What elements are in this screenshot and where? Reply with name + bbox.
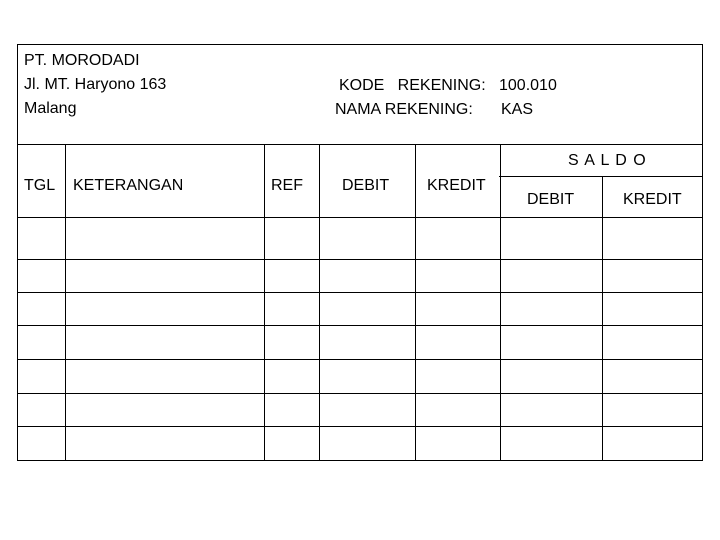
table-row — [18, 427, 702, 460]
header-divider — [18, 144, 702, 145]
table-row — [18, 218, 702, 259]
company-address: Jl. MT. Haryono 163 — [24, 76, 167, 93]
table-row — [18, 360, 702, 393]
ledger-form — [17, 44, 703, 461]
header-saldo: S A L D O — [568, 152, 647, 169]
account-name-value: KAS — [501, 101, 534, 118]
table-row — [18, 394, 702, 426]
table-row — [18, 326, 702, 359]
account-code-label: KODE REKENING: — [339, 77, 486, 94]
header-saldo-debit: DEBIT — [527, 191, 575, 208]
header-saldo-kredit: KREDIT — [623, 191, 682, 208]
header-tgl: TGL — [24, 177, 56, 194]
header-keterangan: KETERANGAN — [73, 177, 184, 194]
table-row — [18, 260, 702, 292]
header-ref: REF — [271, 177, 303, 194]
account-name-label: NAMA REKENING: — [335, 101, 473, 118]
company-city: Malang — [24, 100, 77, 117]
header-debit: DEBIT — [342, 177, 390, 194]
header-kredit: KREDIT — [427, 177, 486, 194]
saldo-divider — [499, 176, 702, 177]
table-row — [18, 293, 702, 325]
account-code-value: 100.010 — [499, 77, 557, 94]
company-name: PT. MORODADI — [24, 52, 140, 69]
